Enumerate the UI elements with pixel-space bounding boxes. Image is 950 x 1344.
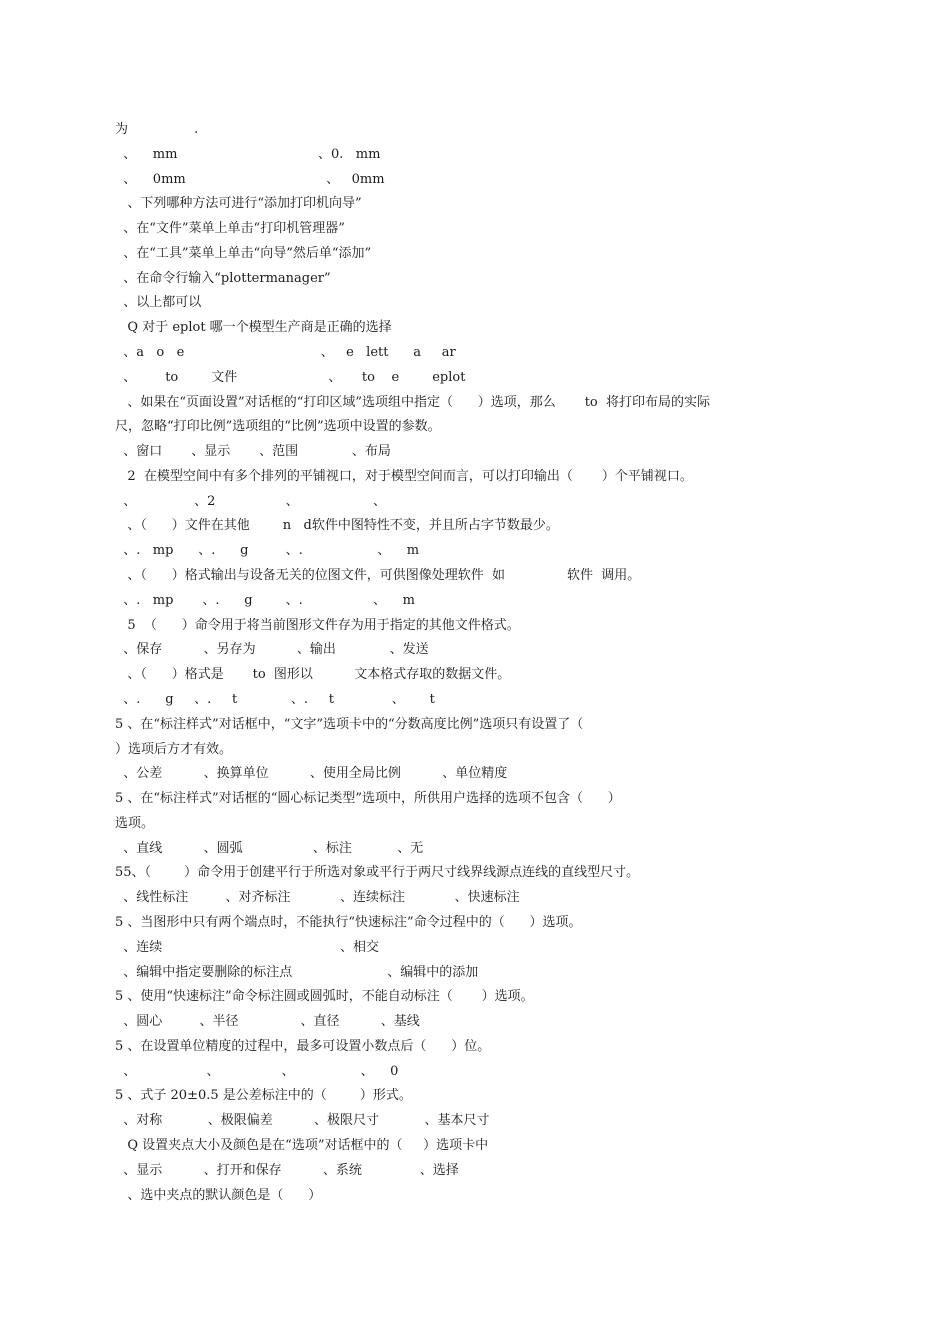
text-line: 、. g 、. t 、. t 、 t — [115, 692, 435, 707]
text-line: 、在“文件”菜单上单击“打印机管理器” — [115, 221, 345, 236]
text-line: 、在命令行输入“plottermanager” — [115, 271, 331, 286]
text-line: 、a o e 、 e lett a ar — [115, 345, 456, 360]
text-line: 、编辑中指定要删除的标注点 、编辑中的添加 — [115, 965, 479, 980]
text-line: 、 0mm 、 0mm — [115, 172, 385, 187]
text-line: 、 mm 、0. mm — [115, 147, 381, 162]
text-line: 、下列哪种方法可进行“添加打印机向导” — [115, 196, 362, 211]
text-line: 、线性标注 、对齐标注 、连续标注 、快速标注 — [115, 890, 520, 905]
text-line: 、（ ）文件在其他 n d软件中图特性不变，并且所占字节数最少。 — [115, 518, 559, 533]
text-line: 、在“工具”菜单上单击“向导”然后单“添加” — [115, 246, 372, 261]
text-line: 、圆心 、半径 、直径 、基线 — [115, 1014, 420, 1029]
text-line: 、. mp 、. g 、. 、 m — [115, 543, 420, 558]
text-line: 5 、使用“快速标注”命令标注圆或圆弧时，不能自动标注（ ）选项。 — [115, 989, 534, 1004]
text-line: 、选中夹点的默认颜色是（ ） — [115, 1188, 322, 1203]
text-line: 、（ ）格式是 to 图形以 文本格式存取的数据文件。 — [115, 667, 511, 682]
text-line: 、 、 、 、 0 — [115, 1064, 399, 1079]
text-line: 5 、在“标注样式”对话框中，“文字”选项卡中的“分数高度比例”选项只有设置了（ — [115, 717, 584, 732]
text-line: 、对称 、极限偏差 、极限尺寸 、基本尺寸 — [115, 1113, 490, 1128]
text-line: ）选项后方才有效。 — [115, 742, 233, 757]
text-line: 为 . — [115, 122, 199, 137]
text-line: 、公差 、换算单位 、使用全局比例 、单位精度 — [115, 766, 508, 781]
text-line: 、连续 、相交 — [115, 940, 379, 955]
text-line: 尺，忽略“打印比例”选项组的“比例”选项中设置的参数。 — [115, 419, 441, 434]
text-line: 55、（ ）命令用于创建平行于所选对象或平行于两尺寸线界线源点连线的直线型尺寸。 — [115, 865, 640, 880]
text-line: 2 在模型空间中有多个排列的平铺视口，对于模型空间而言，可以打印输出（ ）个平铺视口。 — [115, 469, 693, 484]
text-line: 、显示 、打开和保存 、系统 、选择 — [115, 1163, 459, 1178]
text-line: 5 、在“标注样式”对话框的“圆心标记类型”选项中，所供用户选择的选项不包含（ ） — [115, 791, 621, 806]
text-line: 、（ ）格式输出与设备无关的位图文件，可供图像处理软件 如 软件 调用。 — [115, 568, 641, 583]
text-line: 、 to 文件 、 to e eplot — [115, 370, 466, 385]
text-line: 5 、当图形中只有两个端点时，不能执行“快速标注”命令过程中的（ ）选项。 — [115, 915, 582, 930]
text-line: Q 对于 eplot 哪一个模型生产商是正确的选择 — [115, 320, 392, 335]
text-line: Q 设置夹点大小及颜色是在“选项”对话框中的（ ）选项卡中 — [115, 1138, 489, 1153]
text-line: 、窗口 、显示 、范围 、布局 — [115, 444, 391, 459]
text-line: 5 、式子 20±0.5 是公差标注中的（ ）形式。 — [115, 1088, 412, 1103]
text-line: 5 、在设置单位精度的过程中，最多可设置小数点后（ ）位。 — [115, 1039, 491, 1054]
text-line: 、如果在“页面设置”对话框的“打印区域”选项组中指定（ ）选项，那么 to 将打印布局的实际 — [115, 395, 711, 410]
text-line: 、直线 、圆弧 、标注 、无 — [115, 841, 424, 856]
text-line: 、. mp 、. g 、. 、 m — [115, 593, 415, 608]
text-line: 、保存 、另存为 、输出 、发送 — [115, 642, 429, 657]
text-line: 选项。 — [115, 816, 155, 831]
text-line: 、 、2 、 、 — [115, 494, 387, 509]
text-line: 、以上都可以 — [115, 295, 202, 310]
text-line: 5 （ ）命令用于将当前图形文件存为用于指定的其他文件格式。 — [115, 618, 520, 633]
